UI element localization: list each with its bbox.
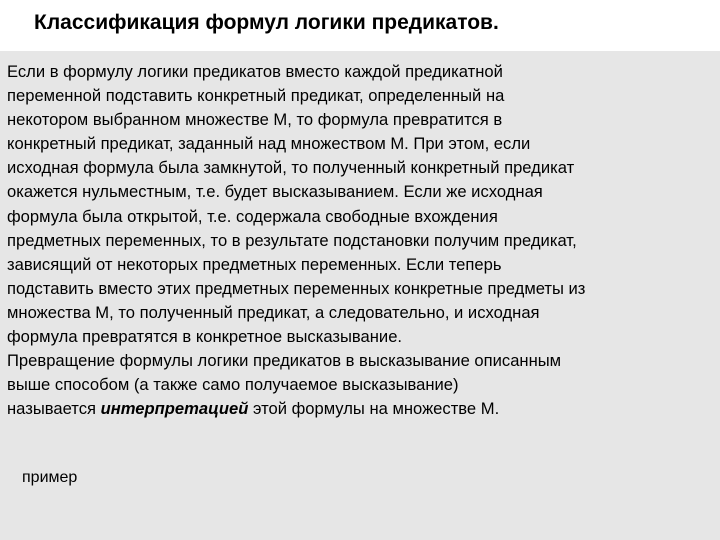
paragraph-last-line [7,397,713,421]
paragraph-line: окажется нульместным, т.е. будет высказыванием. Если же исходная [7,182,543,202]
paragraph-line: формула превратятся в конкретное высказывание. [7,327,403,347]
paragraph-line: предметных переменных, то в результате подстановки получим предикат, [7,230,577,250]
paragraph-line: некотором выбранном множестве М, то формула превратится в [7,110,503,130]
example-link[interactable]: пример [22,469,78,486]
paragraph-line: зависящий от некоторых предметных переменных. Если теперь [7,254,502,274]
paragraph-line: выше способом (а также само получаемое высказывание) [7,375,459,395]
last-line-before: называется [7,399,101,419]
paragraph-line: Превращение формулы логики предикатов в высказывание описанным [7,351,562,371]
paragraph-line: Если в формулу логики предикатов вместо каждой предикатной [7,62,503,81]
last-line-after: этой формулы на множестве М. [248,399,500,419]
paragraph-line: исходная формула была замкнутой, то полученный конкретный предикат [7,158,575,178]
interpretation-term: интерпретацией [100,399,249,419]
paragraph-line: множества М, то полученный предикат, а следовательно, и исходная [7,302,540,322]
paragraph-line: подставить вместо этих предметных переменных конкретные предметы из [7,278,586,298]
slide-title: Классификация формул логики предикатов. [34,11,499,34]
paragraph-line: конкретный предикат, заданный над множеством М. При этом, если [7,134,531,154]
paragraph-line: формула была открытой, т.е. содержала свободные вхождения [7,206,498,226]
body-paragraph [7,60,713,421]
paragraph-line: переменной подставить конкретный предикат, определенный на [7,86,505,106]
